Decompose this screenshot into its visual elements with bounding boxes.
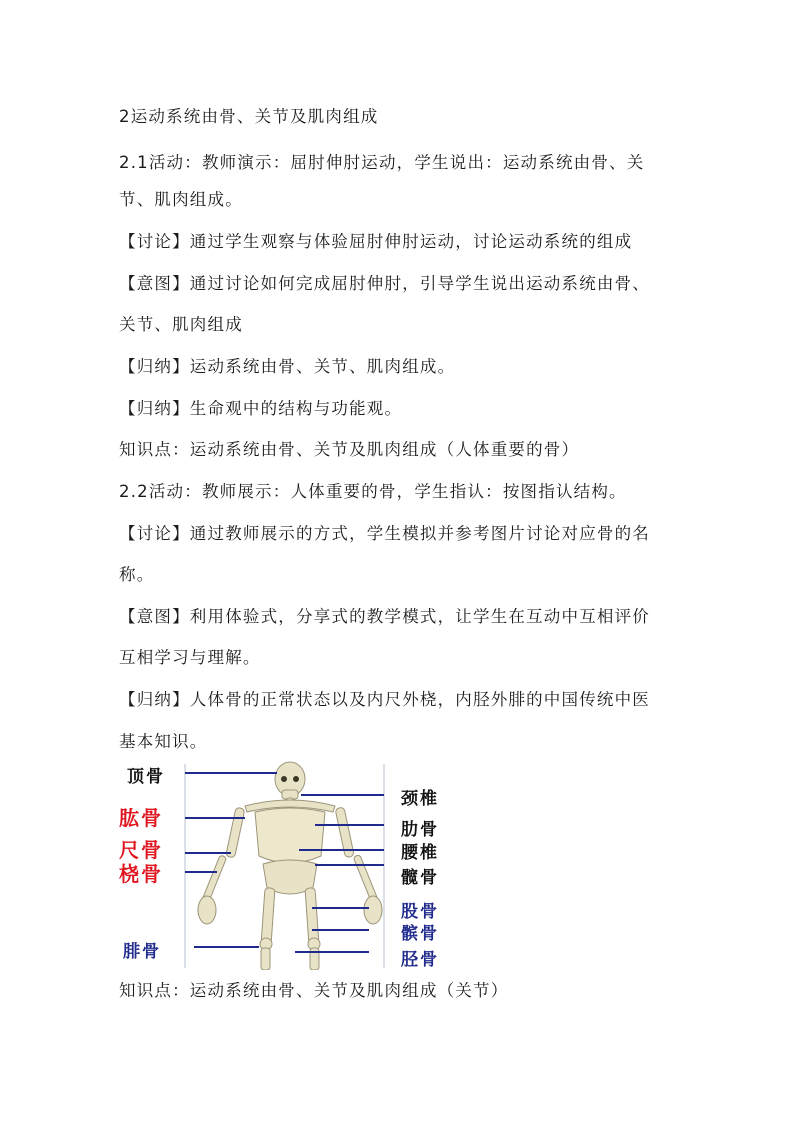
intent-2: 【意图】利用体验式，分享式的教学模式，让学生在互动中互相评价 xyxy=(119,607,650,626)
intent-2-cont: 互相学习与理解。 xyxy=(119,648,261,667)
summary-2: 【归纳】生命观中的结构与功能观。 xyxy=(119,399,403,418)
label-patella: 髌骨 xyxy=(401,924,439,944)
label-humerus: 肱骨 xyxy=(119,806,163,830)
label-radius: 桡骨 xyxy=(119,862,163,886)
summary-1: 【归纳】运动系统由骨、关节、肌肉组成。 xyxy=(119,357,456,376)
label-fibula: 腓骨 xyxy=(123,942,161,962)
summary-3-cont: 基本知识。 xyxy=(119,732,208,751)
label-parietal: 顶骨 xyxy=(127,767,165,787)
section-heading: 2运动系统由骨、关节及肌肉组成 xyxy=(119,107,379,126)
intent-1: 【意图】通过讨论如何完成屈肘伸肘，引导学生说出运动系统由骨、 xyxy=(119,274,650,293)
discussion-1: 【讨论】通过学生观察与体验屈肘伸肘运动，讨论运动系统的组成 xyxy=(119,232,633,251)
activity-2-2: 2.2活动：教师展示：人体重要的骨，学生指认：按图指认结构。 xyxy=(119,482,627,501)
activity-2-1: 2.1活动：教师演示：屈肘伸肘运动，学生说出：运动系统由骨、关 xyxy=(119,153,645,172)
knowledge-point-2: 知识点：运动系统由骨、关节及肌肉组成（关节） xyxy=(119,981,509,1000)
label-hip: 髋骨 xyxy=(401,868,439,888)
activity-2-1-cont: 节、肌肉组成。 xyxy=(119,190,243,209)
label-lumbar: 腰椎 xyxy=(401,843,439,863)
skeleton-figure xyxy=(119,760,459,970)
discussion-2: 【讨论】通过教师展示的方式，学生模拟并参考图片讨论对应骨的名 xyxy=(119,524,650,543)
label-ulna: 尺骨 xyxy=(119,838,163,862)
label-rib: 肋骨 xyxy=(401,820,439,840)
label-cervical: 颈椎 xyxy=(401,789,439,809)
label-femur: 股骨 xyxy=(401,902,439,922)
label-tibia: 胫骨 xyxy=(401,950,439,970)
summary-3: 【归纳】人体骨的正常状态以及内尺外桡，内胫外腓的中国传统中医 xyxy=(119,690,650,709)
knowledge-point-1: 知识点：运动系统由骨、关节及肌肉组成（人体重要的骨） xyxy=(119,440,580,459)
intent-1-cont: 关节、肌肉组成 xyxy=(119,315,243,334)
discussion-2-cont: 称。 xyxy=(119,565,155,584)
